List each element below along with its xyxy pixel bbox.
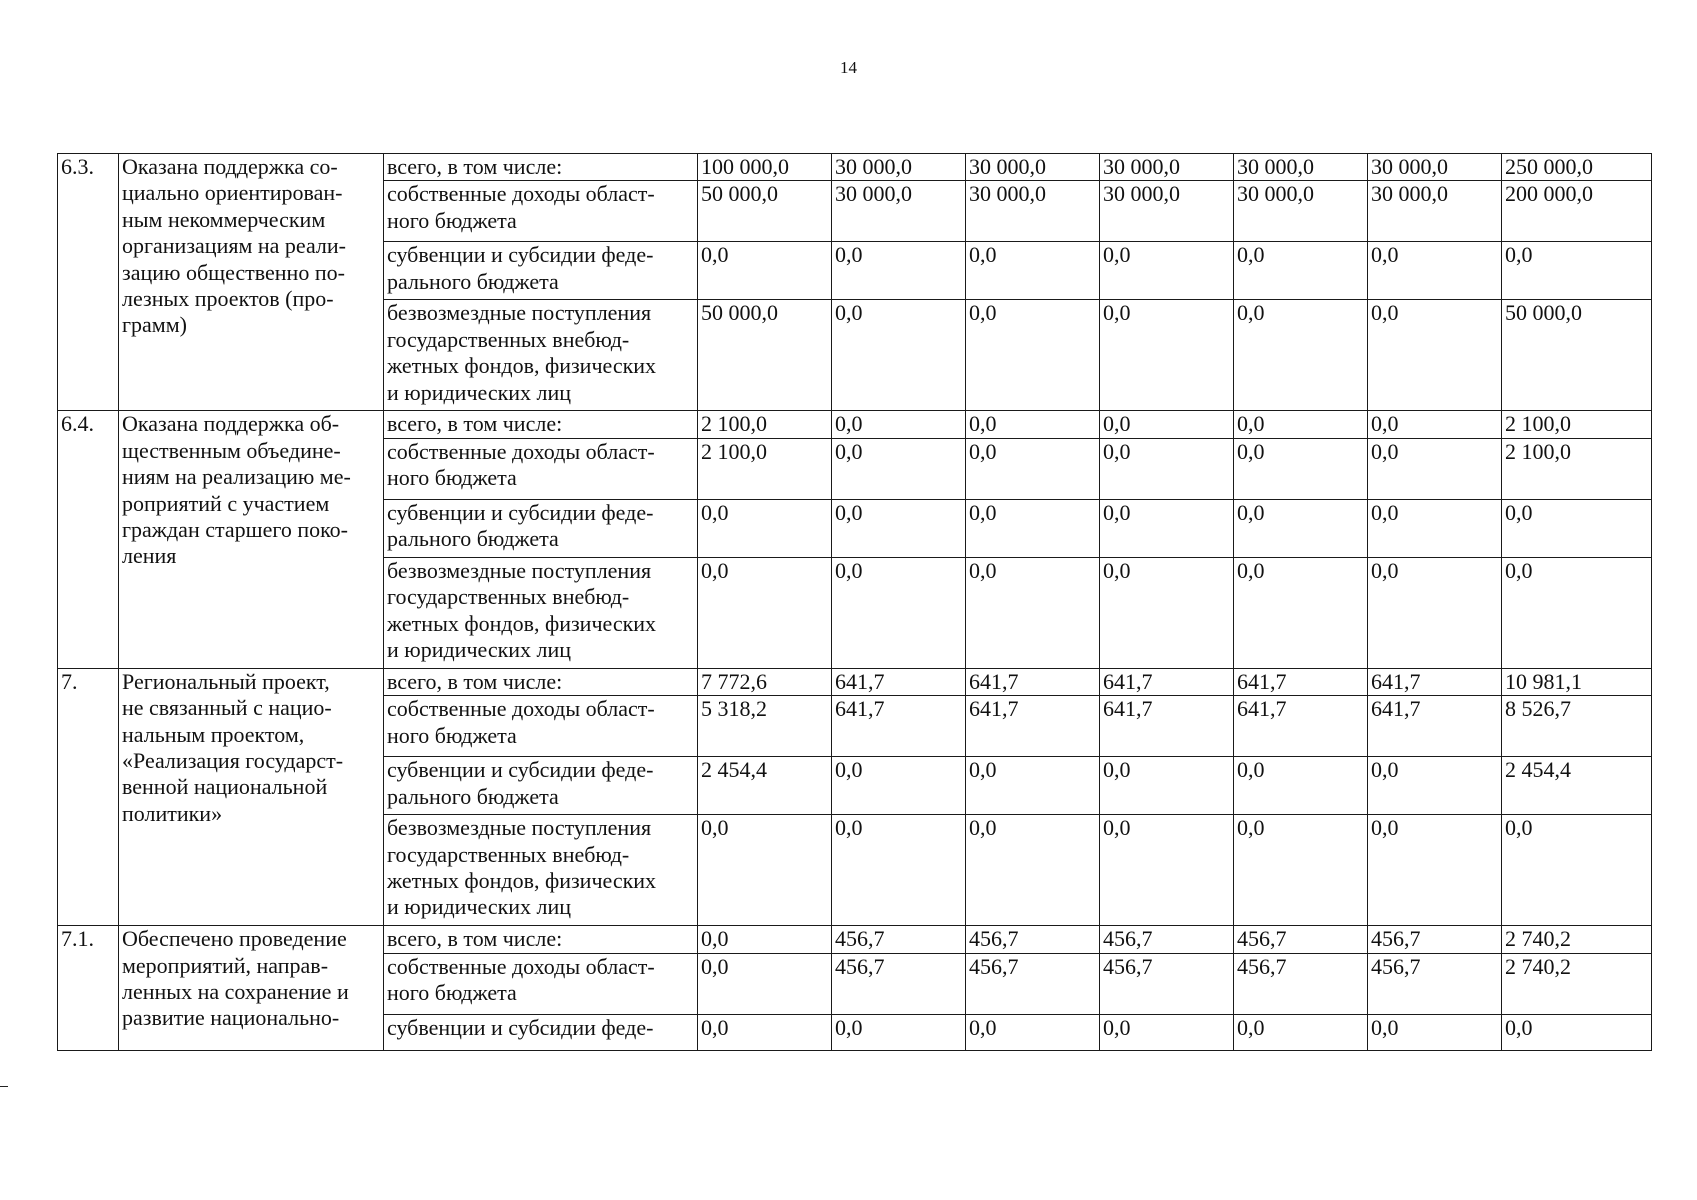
- year-value: 0,0: [1368, 757, 1502, 815]
- year-value: 0,0: [1100, 242, 1234, 300]
- funding-source: всего, в том числе:: [384, 411, 698, 438]
- row-code: 6.3.: [58, 154, 119, 411]
- year-value: 0,0: [698, 815, 832, 926]
- funding-source: всего, в том числе:: [384, 926, 698, 953]
- year-value: 0,0: [832, 300, 966, 411]
- funding-source: всего, в том числе:: [384, 154, 698, 181]
- year-value: 456,7: [966, 953, 1100, 1014]
- year-value: 641,7: [832, 696, 966, 757]
- year-value: 641,7: [1234, 696, 1368, 757]
- year-value: 456,7: [966, 926, 1100, 953]
- year-value: 0,0: [1368, 300, 1502, 411]
- year-value: 0,0: [1368, 411, 1502, 438]
- year-value: 641,7: [966, 668, 1100, 695]
- year-value: 0,0: [1368, 815, 1502, 926]
- year-value: 0,0: [966, 557, 1100, 668]
- funding-source: субвенции и субсидии феде- рального бюджета: [384, 242, 698, 300]
- year-value: 456,7: [832, 926, 966, 953]
- total-value: 2 740,2: [1502, 926, 1652, 953]
- year-value: 30 000,0: [1100, 181, 1234, 242]
- year-value: 0,0: [1234, 1014, 1368, 1050]
- funding-source: безвозмездные поступления государственных внебюд- жетных фондов, физических и юридических лиц: [384, 300, 698, 411]
- year-value: 0,0: [832, 499, 966, 557]
- budget-table: [57, 153, 1652, 1051]
- total-value: 2 100,0: [1502, 438, 1652, 499]
- year-value: 0,0: [966, 757, 1100, 815]
- year-value: 30 000,0: [832, 154, 966, 181]
- year-value: 30 000,0: [832, 181, 966, 242]
- year-value: 50 000,0: [698, 181, 832, 242]
- total-value: 2 454,4: [1502, 757, 1652, 815]
- year-value: 0,0: [1368, 499, 1502, 557]
- year-value: 2 100,0: [698, 438, 832, 499]
- year-value: 0,0: [698, 557, 832, 668]
- year-value: 456,7: [1100, 926, 1234, 953]
- year-value: 641,7: [1234, 668, 1368, 695]
- year-value: 0,0: [1234, 242, 1368, 300]
- year-value: 456,7: [1100, 953, 1234, 1014]
- year-value: 641,7: [1368, 668, 1502, 695]
- year-value: 0,0: [1100, 557, 1234, 668]
- year-value: 30 000,0: [966, 181, 1100, 242]
- year-value: 30 000,0: [1234, 181, 1368, 242]
- year-value: 0,0: [698, 499, 832, 557]
- year-value: 456,7: [832, 953, 966, 1014]
- table-row: [58, 668, 1652, 695]
- table-row: [58, 154, 1652, 181]
- year-value: 0,0: [832, 438, 966, 499]
- year-value: 0,0: [1100, 499, 1234, 557]
- year-value: 0,0: [1234, 438, 1368, 499]
- year-value: 0,0: [1100, 757, 1234, 815]
- year-value: 100 000,0: [698, 154, 832, 181]
- year-value: 0,0: [1100, 300, 1234, 411]
- year-value: 30 000,0: [1368, 181, 1502, 242]
- year-value: 0,0: [1368, 438, 1502, 499]
- year-value: 0,0: [1100, 815, 1234, 926]
- year-value: 2 454,4: [698, 757, 832, 815]
- year-value: 30 000,0: [966, 154, 1100, 181]
- year-value: 5 318,2: [698, 696, 832, 757]
- funding-source: субвенции и субсидии феде- рального бюджета: [384, 499, 698, 557]
- table-row: [58, 926, 1652, 953]
- year-value: 0,0: [1368, 557, 1502, 668]
- year-value: 0,0: [698, 926, 832, 953]
- total-value: 0,0: [1502, 499, 1652, 557]
- year-value: 0,0: [966, 1014, 1100, 1050]
- funding-source: безвозмездные поступления государственных внебюд- жетных фондов, физических и юридических лиц: [384, 815, 698, 926]
- year-value: 0,0: [1234, 757, 1368, 815]
- total-value: 2 100,0: [1502, 411, 1652, 438]
- total-value: 200 000,0: [1502, 181, 1652, 242]
- year-value: 0,0: [1234, 411, 1368, 438]
- year-value: 0,0: [1368, 242, 1502, 300]
- year-value: 30 000,0: [1234, 154, 1368, 181]
- year-value: 456,7: [1234, 926, 1368, 953]
- year-value: 0,0: [832, 1014, 966, 1050]
- year-value: 0,0: [1234, 557, 1368, 668]
- year-value: 0,0: [832, 242, 966, 300]
- page-number: 14: [840, 58, 857, 77]
- funding-source: собственные доходы област- ного бюджета: [384, 438, 698, 499]
- year-value: 0,0: [1100, 438, 1234, 499]
- event-name: Региональный проект, не связанный с нацио- нальным проектом, «Реализация государст- венной национальной политики»: [119, 668, 384, 925]
- event-name: Обеспечено проведение мероприятий, направ- ленных на сохранение и развитие национально-: [119, 926, 384, 1050]
- total-value: 0,0: [1502, 242, 1652, 300]
- year-value: 0,0: [1368, 1014, 1502, 1050]
- funding-source: субвенции и субсидии феде- рального бюджета: [384, 757, 698, 815]
- year-value: 0,0: [1234, 300, 1368, 411]
- funding-source: собственные доходы област- ного бюджета: [384, 953, 698, 1014]
- year-value: 7 772,6: [698, 668, 832, 695]
- total-value: 0,0: [1502, 557, 1652, 668]
- year-value: 456,7: [1368, 953, 1502, 1014]
- funding-source: собственные доходы област- ного бюджета: [384, 181, 698, 242]
- year-value: 641,7: [1100, 696, 1234, 757]
- event-name: Оказана поддержка об- щественным объедине- ниям на реализацию ме- роприятий с участием граждан старшего поко- ления: [119, 411, 384, 668]
- year-value: 0,0: [1100, 411, 1234, 438]
- row-code: 7.: [58, 668, 119, 925]
- table-row: [58, 411, 1652, 438]
- row-code: 6.4.: [58, 411, 119, 668]
- total-value: 10 981,1: [1502, 668, 1652, 695]
- year-value: 641,7: [966, 696, 1100, 757]
- year-value: 0,0: [832, 557, 966, 668]
- year-value: 0,0: [966, 242, 1100, 300]
- year-value: 0,0: [832, 815, 966, 926]
- year-value: 641,7: [1368, 696, 1502, 757]
- funding-source: всего, в том числе:: [384, 668, 698, 695]
- total-value: 8 526,7: [1502, 696, 1652, 757]
- year-value: 456,7: [1368, 926, 1502, 953]
- year-value: 0,0: [832, 757, 966, 815]
- year-value: 0,0: [698, 242, 832, 300]
- year-value: 0,0: [966, 499, 1100, 557]
- year-value: 0,0: [832, 411, 966, 438]
- year-value: 30 000,0: [1100, 154, 1234, 181]
- total-value: 250 000,0: [1502, 154, 1652, 181]
- year-value: 456,7: [1234, 953, 1368, 1014]
- year-value: 0,0: [966, 411, 1100, 438]
- year-value: 641,7: [832, 668, 966, 695]
- total-value: 0,0: [1502, 815, 1652, 926]
- year-value: 0,0: [966, 815, 1100, 926]
- margin-mark: [0, 1086, 8, 1087]
- year-value: 50 000,0: [698, 300, 832, 411]
- year-value: 0,0: [1234, 499, 1368, 557]
- year-value: 2 100,0: [698, 411, 832, 438]
- year-value: 0,0: [1100, 1014, 1234, 1050]
- year-value: 0,0: [1234, 815, 1368, 926]
- year-value: 0,0: [966, 438, 1100, 499]
- funding-source: безвозмездные поступления государственных внебюд- жетных фондов, физических и юридических лиц: [384, 557, 698, 668]
- year-value: 30 000,0: [1368, 154, 1502, 181]
- year-value: 0,0: [698, 953, 832, 1014]
- event-name: Оказана поддержка со- циально ориентирован- ным некоммерческим организациям на реали- зацию общественно по- лезных проектов (про- грамм): [119, 154, 384, 411]
- year-value: 641,7: [1100, 668, 1234, 695]
- row-code: 7.1.: [58, 926, 119, 1050]
- total-value: 50 000,0: [1502, 300, 1652, 411]
- year-value: 0,0: [966, 300, 1100, 411]
- funding-source: собственные доходы област- ного бюджета: [384, 696, 698, 757]
- year-value: 0,0: [698, 1014, 832, 1050]
- funding-source: субвенции и субсидии феде-: [384, 1014, 698, 1050]
- total-value: 0,0: [1502, 1014, 1652, 1050]
- total-value: 2 740,2: [1502, 953, 1652, 1014]
